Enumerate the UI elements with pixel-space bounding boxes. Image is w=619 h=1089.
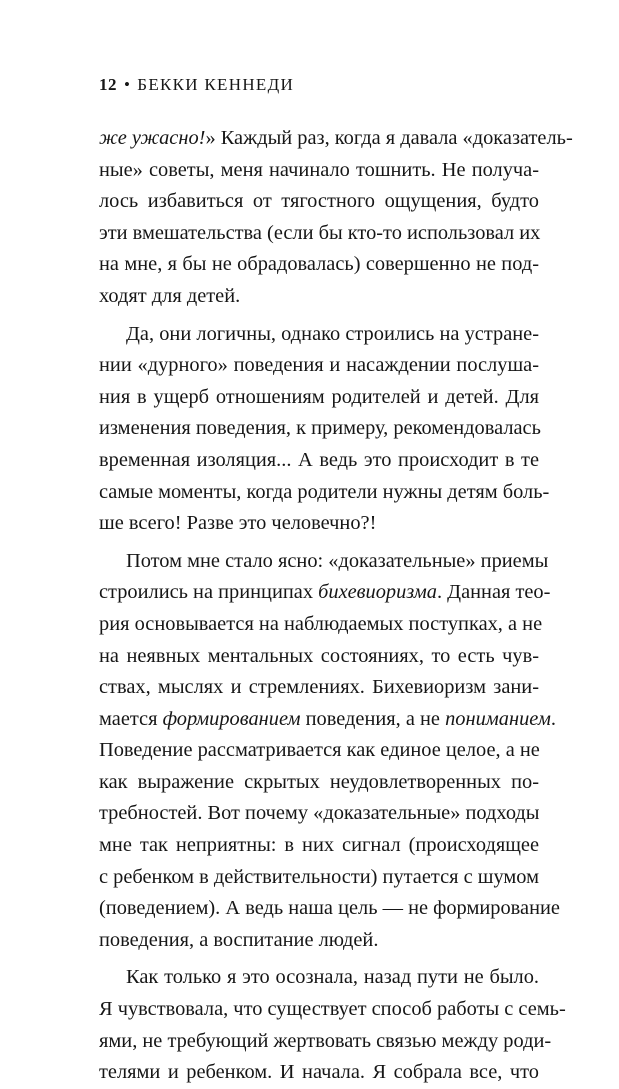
text-line: Я чувствовала, что существует способ работы с семь- — [99, 998, 566, 1021]
running-head — [99, 70, 539, 100]
text-line: мается формированием поведения, а не пониманием. — [99, 707, 556, 730]
text-line: же ужасно!» Каждый раз, когда я давала «доказатель- — [99, 127, 573, 149]
text-line: лось избавиться от тягостного ощущения, будто — [99, 190, 539, 213]
text-line: телями и ребенком. И начала. Я собрала все, что — [99, 1061, 539, 1084]
italic-term: бихевиоризма — [318, 581, 437, 604]
text-line: ями, не требующий жертвовать связью между роди- — [99, 1029, 552, 1052]
text-line: рия основывается на наблюдаемых поступках, а не — [99, 612, 543, 635]
page-number: 12 — [99, 75, 117, 94]
text-line: Потом мне стало ясно: «доказательные» приемы — [126, 549, 549, 572]
paragraph — [99, 123, 573, 313]
text-line: на мне, я бы не обрадовалась) совершенно не под- — [99, 253, 539, 276]
bullet-separator: • — [124, 75, 132, 94]
paragraph — [99, 546, 560, 957]
text-line: Поведение рассматривается как единое целое, а не — [99, 739, 540, 762]
paragraph — [99, 962, 566, 1088]
text-line: строились на принципах бихевиоризма. Данная тео- — [99, 581, 551, 604]
text-line: эти вмешательства (если бы кто-то использовал их — [99, 221, 541, 244]
text-line: ные» советы, меня начинало тошнить. Не получа- — [99, 158, 539, 181]
text-line: Да, они логичны, однако строились на устране- — [126, 322, 539, 345]
text-line: ствах, мыслях и стремлениях. Бихевиоризм зани- — [99, 676, 539, 699]
text-line: временная изоляция... А ведь это происходит в те — [99, 448, 539, 471]
paragraph — [99, 319, 550, 540]
text-line: ше всего! Разве это человечно?! — [99, 512, 377, 535]
text-line: мне так неприятны: в них сигнал (происходящее — [99, 834, 539, 857]
text-line: изменения поведения, к примеру, рекомендовалась — [99, 417, 541, 440]
running-head-author: БЕККИ КЕННЕДИ — [137, 75, 295, 94]
text-line: ходят для детей. — [99, 284, 241, 307]
italic-phrase: же ужасно! — [99, 127, 206, 149]
text-line: ния в ущерб отношениям родителей и детей. Для — [99, 385, 539, 408]
body-text — [99, 123, 573, 1089]
italic-term: пониманием — [445, 707, 551, 730]
text-line: самые моменты, когда родители нужны детям боль- — [99, 480, 550, 503]
text-line: на неявных ментальных состояниях, то есть чув- — [99, 644, 539, 667]
text-line: требностей. Вот почему «доказательные» подходы — [99, 802, 540, 825]
text-line: с ребенком в действительности) путается с шумом — [99, 865, 539, 888]
text-line: как выражение скрытых неудовлетворенных по- — [99, 770, 539, 793]
text-line: (поведением). А ведь наша цель — не формирование — [99, 897, 560, 920]
italic-term: формированием — [162, 707, 301, 730]
text-line: нии «дурного» поведения и насаждении послуша- — [99, 354, 539, 377]
text-line: поведения, а воспитание людей. — [99, 928, 379, 951]
text-line: Как только я это осознала, назад пути не было. — [126, 966, 539, 989]
